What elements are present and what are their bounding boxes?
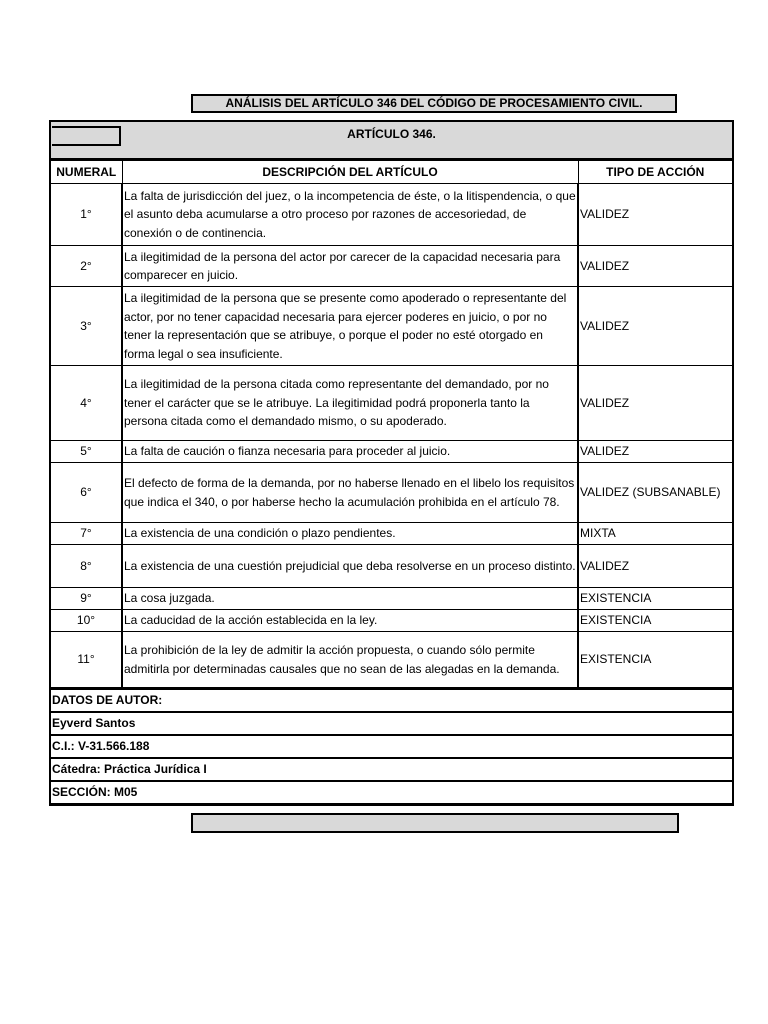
article-header: [51, 122, 732, 160]
row-description: La falta de jurisdicción del juez, o la incompetencia de éste, o la litispendencia, o que el asunto deba acumularse a otro proceso por razones de accesoriedad, de conexión o de continencia.: [122, 184, 578, 246]
table-row: [51, 523, 732, 545]
author-seccion: SECCIÓN: M05: [51, 781, 732, 804]
row-numeral: 7°: [51, 523, 122, 545]
table-row: [51, 632, 732, 688]
row-action-type: VALIDEZ: [578, 246, 732, 287]
table-header-row: [51, 161, 732, 184]
article-table-container: [49, 120, 734, 806]
row-description: La falta de caución o fianza necesaria para proceder al juicio.: [122, 441, 578, 463]
row-description: La prohibición de la ley de admitir la acción propuesta, o cuando sólo permite admitirla por determinadas causales que no sean de las alegadas en la demanda.: [122, 632, 578, 688]
row-action-type: VALIDEZ: [578, 184, 732, 246]
table-row: [51, 246, 732, 287]
row-numeral: 5°: [51, 441, 122, 463]
footer-box: [191, 813, 679, 833]
author-name: Eyverd Santos: [51, 712, 732, 735]
author-catedra-row: [51, 758, 732, 781]
table-row: [51, 441, 732, 463]
article-table: [51, 160, 732, 688]
table-row: [51, 287, 732, 366]
row-numeral: 11°: [51, 632, 122, 688]
row-description: El defecto de forma de la demanda, por no haberse llenado en el libelo los requisitos que indica el 340, o por haberse hecho la acumulación prohibida en el artículo 78.: [122, 463, 578, 523]
row-numeral: 6°: [51, 463, 122, 523]
row-description: La ilegitimidad de la persona del actor por carecer de la capacidad necesaria para comparecer en juicio.: [122, 246, 578, 287]
row-action-type: VALIDEZ: [578, 441, 732, 463]
document-title: ANÁLISIS DEL ARTÍCULO 346 DEL CÓDIGO DE PROCESAMIENTO CIVIL.: [191, 94, 677, 113]
row-numeral: 10°: [51, 610, 122, 632]
author-seccion-row: [51, 781, 732, 804]
author-ci: C.I.: V-31.566.188: [51, 735, 732, 758]
column-header-numeral: NUMERAL: [51, 161, 122, 184]
row-action-type: EXISTENCIA: [578, 588, 732, 610]
author-heading-row: [51, 689, 732, 712]
column-header-descripcion: DESCRIPCIÓN DEL ARTÍCULO: [122, 161, 578, 184]
row-action-type: EXISTENCIA: [578, 610, 732, 632]
row-action-type: MIXTA: [578, 523, 732, 545]
row-description: La existencia de una cuestión prejudicial que deba resolverse en un proceso distinto.: [122, 545, 578, 588]
row-numeral: 4°: [51, 366, 122, 441]
row-action-type: VALIDEZ: [578, 287, 732, 366]
row-numeral: 3°: [51, 287, 122, 366]
row-action-type: EXISTENCIA: [578, 632, 732, 688]
column-header-tipo: TIPO DE ACCIÓN: [578, 161, 732, 184]
table-row: [51, 184, 732, 246]
row-description: La ilegitimidad de la persona que se presente como apoderado o representante del actor, por no tener capacidad necesaria para ejercer poderes en juicio, o por no tener la representación que se atribuye, o porque el poder no esté otorgado en forma legal o sea insuficiente.: [122, 287, 578, 366]
row-numeral: 8°: [51, 545, 122, 588]
author-catedra: Cátedra: Práctica Jurídica I: [51, 758, 732, 781]
row-numeral: 2°: [51, 246, 122, 287]
author-name-row: [51, 712, 732, 735]
row-numeral: 9°: [51, 588, 122, 610]
row-description: La cosa juzgada.: [122, 588, 578, 610]
row-description: La existencia de una condición o plazo pendientes.: [122, 523, 578, 545]
article-header-label: ARTÍCULO 346.: [347, 127, 436, 141]
table-row: [51, 588, 732, 610]
author-ci-row: [51, 735, 732, 758]
author-section: [51, 688, 732, 804]
row-description: La ilegitimidad de la persona citada como representante del demandado, por no tener el carácter que se le atribuye. La ilegitimidad podrá proponerla tanto la persona citada como el demandado mismo, o su apoderado.: [122, 366, 578, 441]
row-numeral: 1°: [51, 184, 122, 246]
author-heading: DATOS DE AUTOR:: [51, 689, 732, 712]
row-description: La caducidad de la acción establecida en la ley.: [122, 610, 578, 632]
table-row: [51, 545, 732, 588]
header-blank-cell: [52, 126, 121, 146]
table-row: [51, 610, 732, 632]
row-action-type: VALIDEZ: [578, 366, 732, 441]
table-row: [51, 366, 732, 441]
table-body: [51, 184, 732, 688]
row-action-type: VALIDEZ (SUBSANABLE): [578, 463, 732, 523]
table-row: [51, 463, 732, 523]
row-action-type: VALIDEZ: [578, 545, 732, 588]
